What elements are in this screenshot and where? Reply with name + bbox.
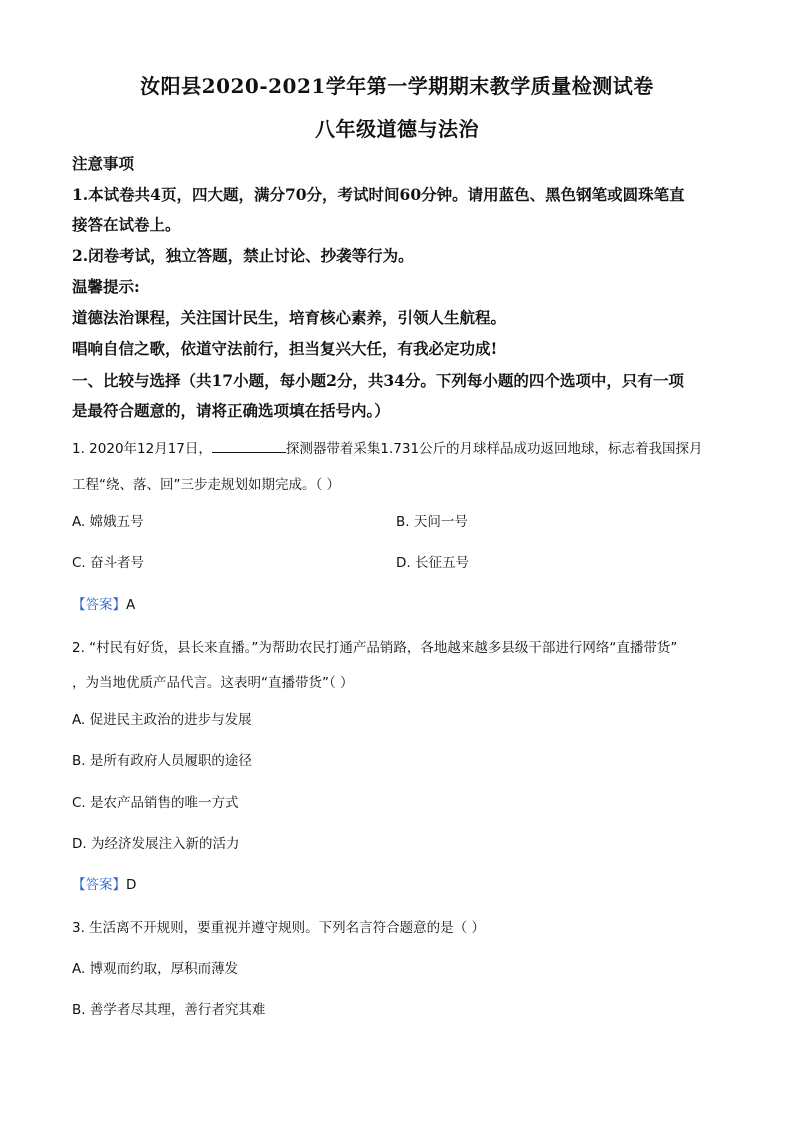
exam-subject: 八年级道德与法治 (315, 117, 479, 141)
question-3-option-a: A. 博观而约取，厚积而薄发 (72, 961, 239, 977)
answer-label: 【答案】 (72, 597, 126, 613)
question-1-line-2: 工程“绕、落、回”三步走规划如期完成。（ ） (72, 477, 341, 493)
answer-value: D (126, 877, 137, 893)
question-1-option-c: C. 奋斗者号 (72, 555, 145, 571)
note-item-1-line-1: 1.本试卷共4页，四大题，满分70分，考试时间60分钟。请用蓝色、黑色钢笔或圆珠笔直 (72, 185, 685, 204)
note-item-2: 2.闭卷考试，独立答题，禁止讨论、抄袭等行为。 (72, 246, 414, 265)
answer-blank (212, 438, 286, 453)
exam-title: 汝阳县2020-2021学年第一学期期末教学质量检测试卷 (140, 74, 654, 98)
question-1-line-1 (72, 437, 732, 457)
question-3-option-b: B. 善学者尽其理，善行者究其难 (72, 1002, 266, 1018)
question-1-text-b: 探测器带着采集1.731公斤的月球样品成功返回地球，标志着我国探月 (285, 441, 703, 457)
question-3-line-1: 3. 生活离不开规则，要重视并遵守规则。下列名言符合题意的是（ ） (72, 920, 485, 936)
question-2-answer (72, 873, 732, 893)
notes-heading: 注意事项 (72, 154, 135, 173)
question-2-option-a: A. 促进民主政治的进步与发展 (72, 712, 252, 728)
tip-2: 唱响自信之歌，依道守法前行，担当复兴大任，有我必定功成! (72, 339, 498, 358)
answer-value: A (126, 597, 136, 613)
question-1-text-a: 1. 2020年12月17日， (72, 441, 212, 457)
question-2-line-2: ，为当地优质产品代言。这表明“直播带货”（ ） (72, 675, 354, 691)
section-1-instructions-line-2: 是最符合题意的，请将正确选项填在括号内。） (72, 401, 390, 420)
question-2-line-1: 2. “村民有好货，县长来直播。”为帮助农民打通产品销路，各地越来越多县级干部进行网络“直播带货” (72, 640, 678, 656)
question-1-option-a: A. 嫦娥五号 (72, 514, 144, 530)
tips-heading: 温馨提示: (72, 277, 140, 296)
question-1-option-d: D. 长征五号 (396, 555, 469, 571)
note-item-1-line-2: 接答在试卷上。 (72, 215, 181, 234)
section-1-instructions-line-1: 一、比较与选择（共17小题，每小题2分，共34分。下列每小题的四个选项中，只有一项 (72, 371, 684, 390)
question-1-option-b: B. 天问一号 (396, 514, 468, 530)
tip-1: 道德法治课程，关注国计民生，培育核心素养，引领人生航程。 (72, 308, 507, 327)
answer-label: 【答案】 (72, 877, 126, 893)
question-2-option-d: D. 为经济发展注入新的活力 (72, 836, 240, 852)
question-2-option-c: C. 是农产品销售的唯一方式 (72, 795, 239, 811)
question-2-option-b: B. 是所有政府人员履职的途径 (72, 753, 252, 769)
question-1-answer (72, 593, 732, 613)
